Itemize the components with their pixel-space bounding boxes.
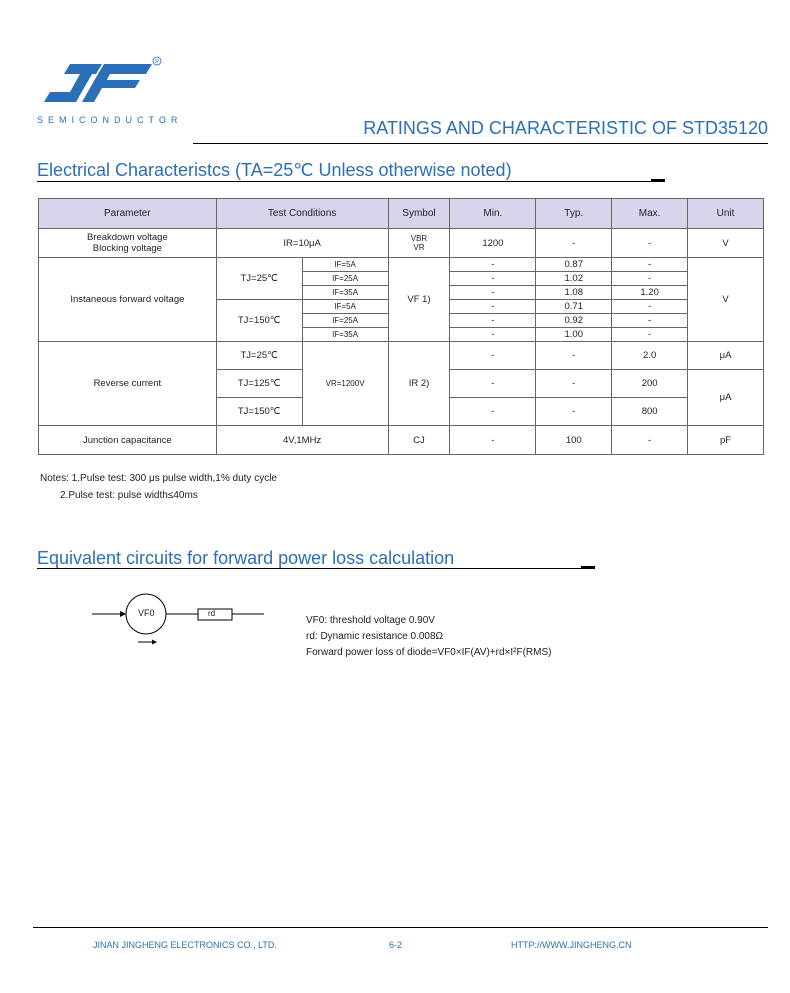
svg-text:R: R [155,59,159,65]
table-row: IF=25A - 1.02 - [39,272,764,286]
equivalent-circuit-diagram [90,592,270,652]
table-row: IF=35A - 1.08 1.20 [39,286,764,300]
circuit-legend: VF0: threshold voltage 0.90V rd: Dynamic resistance 0.008Ω Forward power loss of diode=VF0×IF(AV)+rd×I²F(RMS) [306,615,552,658]
company-logo [40,52,180,122]
header-parameter: Parameter [39,199,217,229]
header-typ: Typ. [536,199,612,229]
header-symbol: Symbol [388,199,450,229]
footer-divider [33,927,768,928]
table-row: Breakdown voltage Blocking voltage IR=10μA VBR VR 1200 - - V [39,229,764,258]
section-title-electrical: Electrical Characteristcs (TA=25℃ Unless otherwise noted) [37,160,512,180]
vf0-label: VF0 [138,608,155,618]
table-row: IF=35A - 1.00 - [39,328,764,342]
section-mark [581,566,595,569]
header-min: Min. [450,199,536,229]
symbol-cell: VBR VR [388,229,450,258]
section-mark [651,179,665,182]
page-title: RATINGS AND CHARACTERISTIC OF STD35120 [363,118,768,138]
table-row: Reverse current TJ=25℃ VR=1200V IR 2) - - 2.0 μA [39,342,764,370]
footer-company: JINAN JINGHENG ELECTRONICS CO., LTD. [93,940,277,950]
table-row: TJ=125℃ - - 200 μA [39,370,764,398]
param-breakdown: Breakdown voltage Blocking voltage [39,229,217,258]
rd-label: rd [208,609,216,618]
header-test-conditions: Test Conditions [216,199,388,229]
semiconductor-label: SEMICONDUCTOR [37,115,183,125]
param-forward: Instaneous forward voltage [39,258,217,342]
table-row: TJ=150℃ - - 800 [39,398,764,426]
param-junction: Junction capacitance [39,426,217,455]
footer-page-number: 6-2 [389,940,403,950]
table-header-row [39,199,764,229]
section-underline [37,181,665,182]
table-row: IF=25A - 0.92 - [39,314,764,328]
header-unit: Unit [688,199,764,229]
section-underline [37,568,595,569]
table-row: Instaneous forward voltage TJ=25℃ IF=5A VF 1) - 0.87 - V [39,258,764,272]
footer-url[interactable]: HTTP://WWW.JINGHENG.CN [511,940,632,950]
table-row: TJ=150℃ IF=5A - 0.71 - [39,300,764,314]
notes: Notes: 1.Pulse test: 300 μs pulse width,1% duty cycle 2.Pulse test: pulse width≤40ms [40,473,277,501]
header-max: Max. [612,199,688,229]
table-row: Junction capacitance 4V,1MHz CJ - 100 - pF [39,426,764,455]
electrical-characteristics-table [38,198,764,455]
section-title-equivalent: Equivalent circuits for forward power loss calculation [37,548,455,568]
header-divider [193,143,768,144]
param-reverse: Reverse current [39,342,217,426]
